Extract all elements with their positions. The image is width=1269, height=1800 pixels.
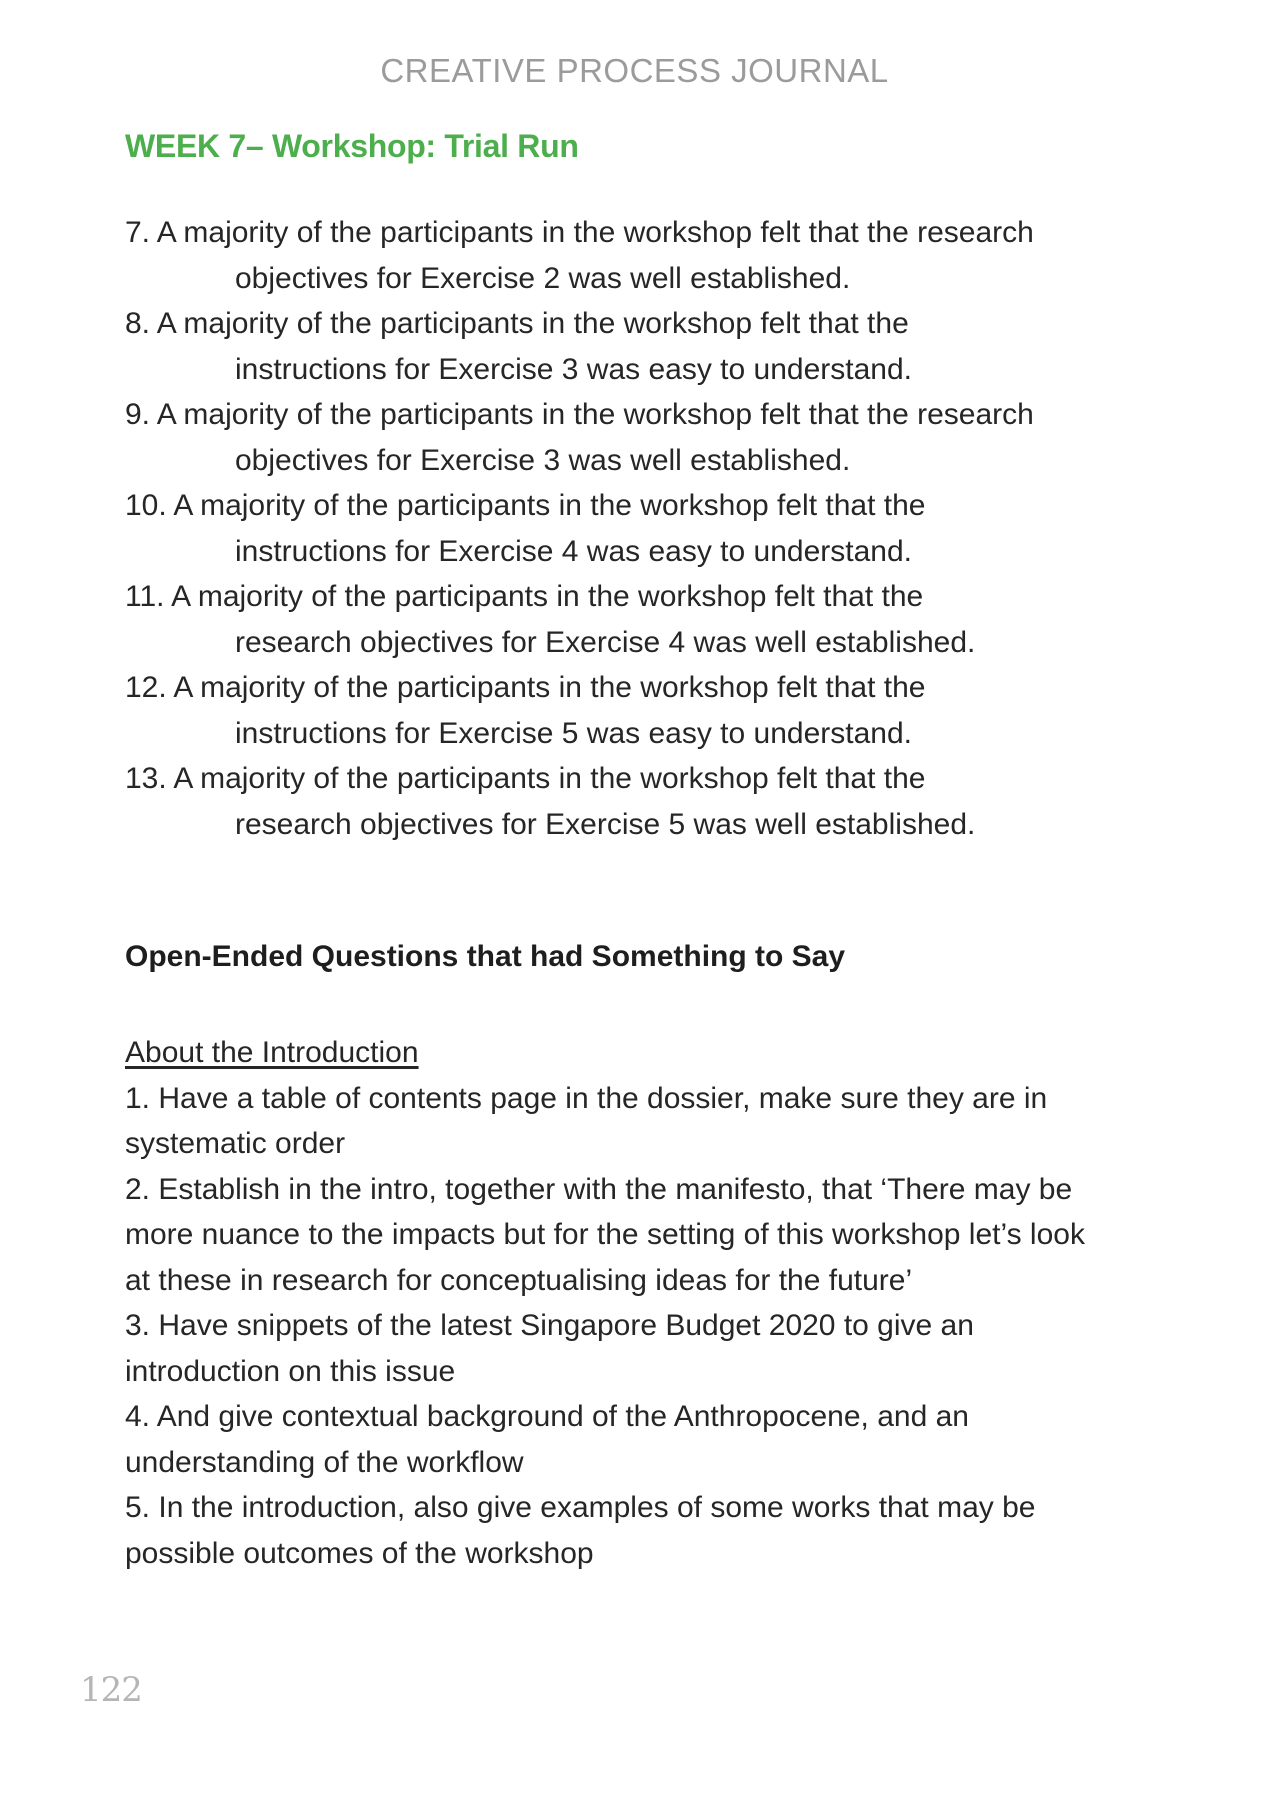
list-item: 3. Have snippets of the latest Singapore Budget 2020 to give an introduction on this issue	[125, 1309, 974, 1388]
list-item	[125, 392, 1125, 483]
introduction-feedback	[125, 1030, 1085, 1576]
feedback-list	[125, 1076, 1085, 1577]
page-number: 122	[80, 1670, 142, 1710]
list-item-first-line: 13. A majority of the participants in the workshop felt that the	[125, 762, 926, 795]
list-item: 4. And give contextual background of the Anthropocene, and an understanding of the workflow	[125, 1400, 969, 1479]
list-item: 5. In the introduction, also give examples of some works that may be possible outcomes of the workshop	[125, 1491, 1036, 1570]
list-item	[125, 574, 1125, 665]
list-item-continuation: objectives for Exercise 3 was well established.	[235, 443, 851, 477]
list-item: 1. Have a table of contents page in the dossier, make sure they are in systematic order	[125, 1081, 1048, 1160]
survey-results-list	[125, 210, 1125, 847]
week-title: WEEK 7– Workshop: Trial Run	[125, 128, 579, 164]
list-item-continuation: instructions for Exercise 3 was easy to understand.	[235, 352, 912, 386]
list-item-first-line: 9. A majority of the participants in the workshop felt that the research	[125, 398, 1034, 431]
list-item-first-line: 8. A majority of the participants in the workshop felt that the	[125, 307, 909, 340]
list-item	[125, 756, 1125, 847]
list-item-first-line: 11. A majority of the participants in the workshop felt that the	[125, 580, 924, 613]
list-item: 2. Establish in the intro, together with the manifesto, that ‘There may be more nuance to the impacts but for the setting of this workshop let’s look at these in research for conceptualising ideas for the future’	[125, 1172, 1085, 1297]
list-item-continuation: instructions for Exercise 4 was easy to understand.	[235, 534, 912, 568]
list-item-continuation: instructions for Exercise 5 was easy to understand.	[235, 716, 912, 750]
list-item-continuation: research objectives for Exercise 4 was well established.	[235, 625, 976, 659]
section-title: Open-Ended Questions that had Something to Say	[125, 940, 846, 973]
list-item	[125, 210, 1125, 301]
subsection-title: About the Introduction	[125, 1036, 419, 1069]
list-item	[125, 665, 1125, 756]
list-item	[125, 301, 1125, 392]
list-item-continuation: objectives for Exercise 2 was well established.	[235, 261, 851, 295]
list-item-continuation: research objectives for Exercise 5 was well established.	[235, 807, 976, 841]
list-item-first-line: 7. A majority of the participants in the workshop felt that the research	[125, 216, 1034, 249]
list-item-first-line: 10. A majority of the participants in the workshop felt that the	[125, 489, 926, 522]
journal-header: CREATIVE PROCESS JOURNAL	[380, 52, 889, 89]
list-item	[125, 483, 1125, 574]
list-item-first-line: 12. A majority of the participants in the workshop felt that the	[125, 671, 926, 704]
